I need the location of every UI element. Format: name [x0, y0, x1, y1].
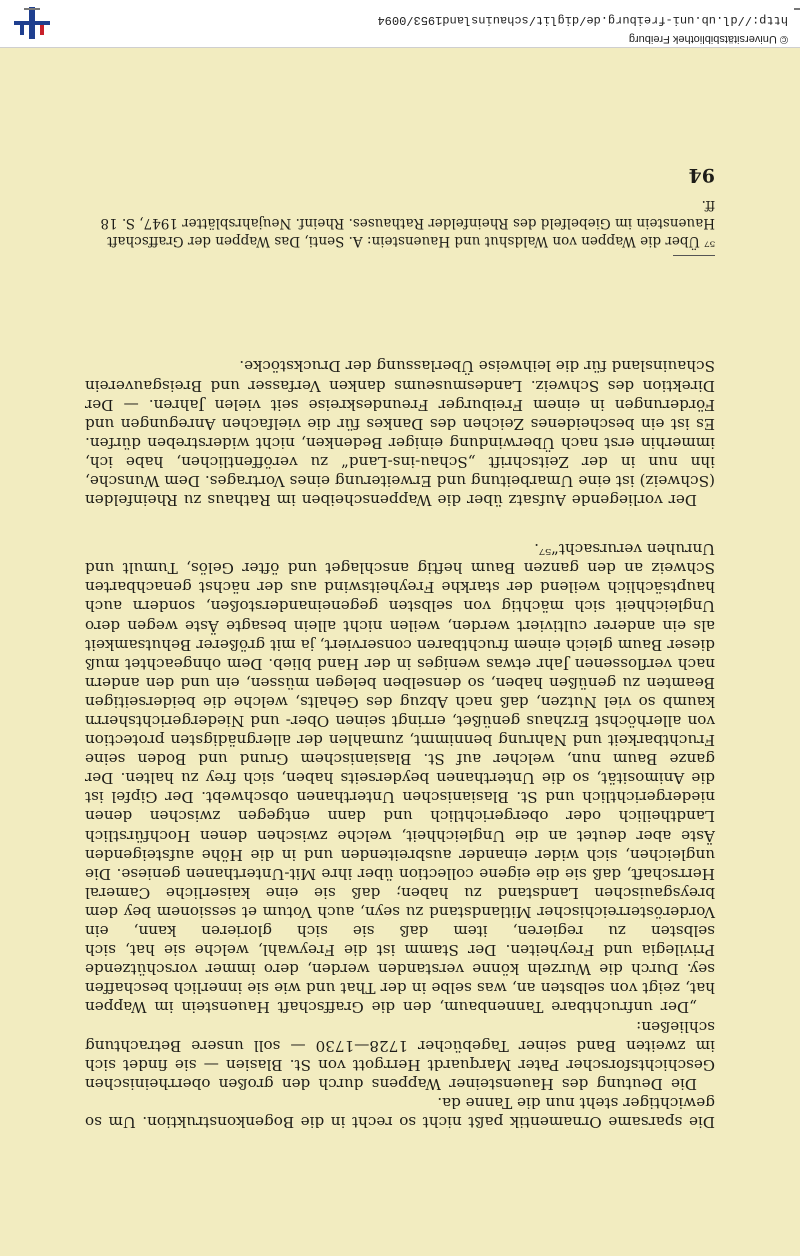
library-header-bar: [0, 0, 800, 48]
page-number: 94: [688, 164, 715, 186]
copyright-label: © Universitätsbibliothek Freiburg: [628, 33, 788, 45]
paragraph-closing: Der vorliegende Aufsatz über die Wappenscheiben im Rathaus zu Rheinfelden (Schweiz) ist eine Umarbeitung und Erweiterung eines Vortrages. Dem Wunsche, ihn nun in der Zeitschrift „Schau-ins-Land“ zu veröffentlichen, habe ich, immerhin erst nach Überwindung einiger Bedenken, nicht widerstreben dürfen. Es ist ein bescheidenes Zeichen des Dankes für die vielfachen Anregungen und Förderungen in einem Freiburger Freundeskreise seit vielen Jahren. — Der Direktion des Schweiz. Landesmuseums danken Verfasser und Breisgauverein Schauinsland für die leihweise Überlassung der Druckstöcke.: [85, 357, 715, 510]
footnote: ⁵⁷ Über die Wappen von Waldshut und Hauenstein: A. Senti, Das Wappen der Graffschaft Hauenstein im Giebelfeld des Rheinfelder Rathauses. Rheinf. Neujahrsblätter 1947, S. 18 ff.: [100, 197, 715, 249]
page-url[interactable]: http://dl.ub.uni-freiburg.de/diglit/schauinsland1953/0094: [377, 13, 788, 27]
paragraph-1: Die sparsame Ornamentik paßt nicht so recht in die Bogenkonstruktion. Um so gewichtiger steht nun die Tanne da.: [85, 1093, 715, 1131]
ub-logo-icon: [12, 7, 52, 39]
footnote-rule: [673, 255, 715, 256]
scan-edge-mark: [24, 8, 40, 10]
scan-edge-mark-left: [794, 8, 800, 10]
paragraph-quote: „Der unfruchtbare Tannenbaum, den die Graffschaft Hauenstein im Wappen hat, zeigt von selbsten an, was selbe in der That und wie sie innerlich beschaffen sey. Durch die Wurzeln könne verstanden werden, dero immer vorschützende Privilegia und Freyheiten. Der Stamm ist die Freywahl, welche sie hat, sich selbsten zu regieren, item daß sie sich glorieren kann, ein Vorderösterreichischer Mitlandstand zu seyn, auch Votum et sessionem bey dem breysgauischen Landstand zu haben; daß sie eine kaiserliche Cameral Herrschaft, daß sie die eigene collection über ihre Mit-Unterthanen geniese. Die ungleichen, sich wider einander ausbreitenden und in die Höhe aufsteigenden Äste aber deutet an die Ungleichheit, welche zwischen denen Hochfürstlich Landtheilich oder obergerichtlich und dann entgegen zwischen denen niedergerichtlich und St. Blasianischen Unterthanen obschwebt. Der Gipfel ist die Animosität, so die Unterthanen beyderseits haben, sich frey zu halten. Der ganze Baum nun, welcher auf St. Blasianischem Grund und Boden seine Fruchtbarkeit und Nahrung bennimmt, zumahlen der allergnädigsten protection von allerhöchst Erzhaus genüßet, erringt seinen Ober- und Niedergerichtsherrn kaumb so viel Nutzen, daß nach Abzug des Gehalts, welche die beiderseitigen Beamten zu genüßen haben, so denselben belegen müssen, ein und den andern nach verflossenen Jahr etwas weniges in der Hand blieb. Dem ohngeachtet muß dieser Baum gleich einem fruchtbaren conserviert, ja mit größerer Behutsamkeit als ein anderer cultiviert werden, weilen nicht allein besagte Äste wegen dero Ungleichheit sich mächtig von selbsten gegeneinanderstoßen, sondern auch hauptsächlich weilend der starkhe Freyheitswind aus der nächst genachbarten Schweiz an den ganzen Baum heftig anschlaget und öfter Gelös, Tumult und Unruhen verursacht“⁵⁷.: [85, 540, 715, 1017]
paragraph-gap: [85, 509, 715, 539]
paragraph-2: Die Deutung des Hauensteiner Wappens durch den großen oberrheinischen Geschichtsforscher Pater Marquardt Herrgott von St. Blasien — sie findet sich im zweiten Band seiner Tagebücher 1728—1730 — soll unsere Betrachtung schließen:: [85, 1017, 715, 1093]
body-text: [85, 356, 715, 1131]
